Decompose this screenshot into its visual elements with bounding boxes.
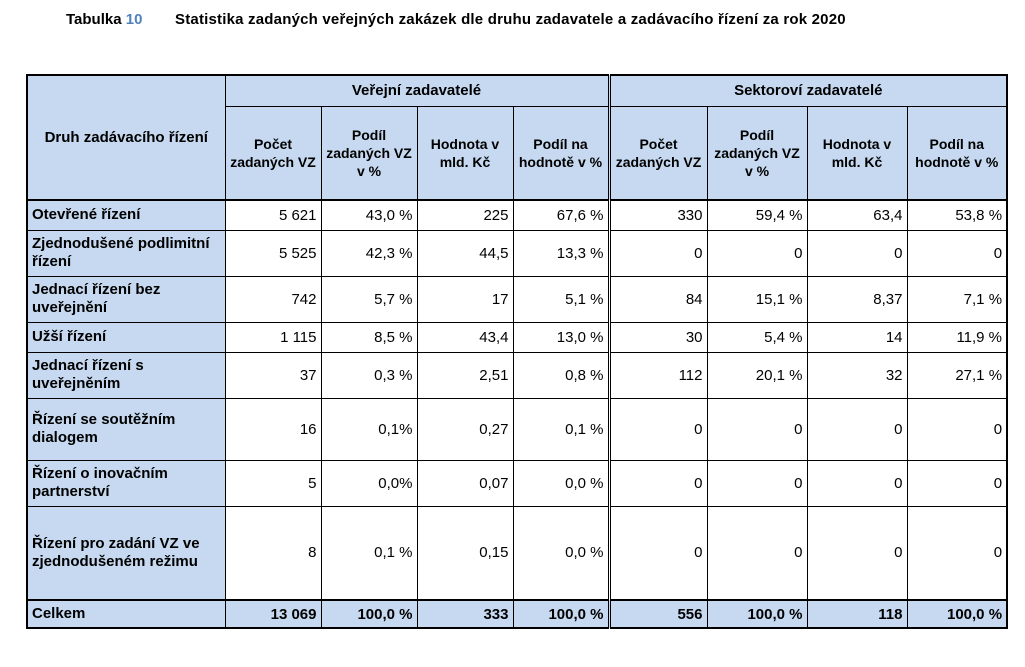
table-cell: 100,0 % xyxy=(907,600,1007,628)
table-body xyxy=(27,200,1007,628)
table-cell: 0 xyxy=(609,460,707,506)
table-cell: 556 xyxy=(609,600,707,628)
row-label: Jednací řízení s uveřejněním xyxy=(27,352,225,398)
table-cell: 0,27 xyxy=(417,398,513,460)
table-cell: 0 xyxy=(907,506,1007,600)
table-cell: 0 xyxy=(707,230,807,276)
caption-number: 10 xyxy=(125,11,143,28)
column-header-sector: Počet zadaných VZ xyxy=(609,107,707,201)
table-row xyxy=(27,276,1007,322)
column-header-sector: Hodnota v mld. Kč xyxy=(807,107,907,201)
table-cell: 63,4 xyxy=(807,200,907,230)
table-cell: 0,1 % xyxy=(321,506,417,600)
column-header-public: Hodnota v mld. Kč xyxy=(417,107,513,201)
table-cell: 5,7 % xyxy=(321,276,417,322)
table-cell: 0,1% xyxy=(321,398,417,460)
table-cell: 0 xyxy=(907,230,1007,276)
table-cell: 43,4 xyxy=(417,322,513,352)
table-caption xyxy=(66,10,1006,30)
table-cell: 0 xyxy=(707,506,807,600)
row-label: Řízení o inovačním partnerství xyxy=(27,460,225,506)
table-cell: 112 xyxy=(609,352,707,398)
table-cell: 8 xyxy=(225,506,321,600)
table-cell: 17 xyxy=(417,276,513,322)
table-cell: 0 xyxy=(609,398,707,460)
table-cell: 0,0 % xyxy=(513,460,609,506)
row-label: Celkem xyxy=(27,600,225,628)
table-cell: 742 xyxy=(225,276,321,322)
table-cell: 44,5 xyxy=(417,230,513,276)
table-cell: 59,4 % xyxy=(707,200,807,230)
table-cell: 13,3 % xyxy=(513,230,609,276)
table-cell: 333 xyxy=(417,600,513,628)
table-row xyxy=(27,322,1007,352)
table-cell: 5,1 % xyxy=(513,276,609,322)
table-cell: 37 xyxy=(225,352,321,398)
table-cell: 100,0 % xyxy=(513,600,609,628)
table-cell: 0 xyxy=(807,230,907,276)
table-cell: 0 xyxy=(609,506,707,600)
table-cell: 118 xyxy=(807,600,907,628)
table-cell: 8,5 % xyxy=(321,322,417,352)
table-cell: 0 xyxy=(907,398,1007,460)
table-cell: 0 xyxy=(807,460,907,506)
table-cell: 0,1 % xyxy=(513,398,609,460)
table-cell: 20,1 % xyxy=(707,352,807,398)
table-cell: 225 xyxy=(417,200,513,230)
table-cell: 0 xyxy=(707,398,807,460)
table-cell: 14 xyxy=(807,322,907,352)
table-cell: 0,3 % xyxy=(321,352,417,398)
table-cell: 53,8 % xyxy=(907,200,1007,230)
column-header-sector: Podíl zadaných VZ v % xyxy=(707,107,807,201)
table-cell: 13 069 xyxy=(225,600,321,628)
table-cell: 15,1 % xyxy=(707,276,807,322)
table-cell: 42,3 % xyxy=(321,230,417,276)
table-cell: 0,0 % xyxy=(513,506,609,600)
table-cell: 5 525 xyxy=(225,230,321,276)
table-cell: 0 xyxy=(907,460,1007,506)
table-row xyxy=(27,506,1007,600)
table-row xyxy=(27,200,1007,230)
column-header-public: Podíl na hodnotě v % xyxy=(513,107,609,201)
table-cell: 100,0 % xyxy=(707,600,807,628)
table-cell: 0,07 xyxy=(417,460,513,506)
table-row xyxy=(27,398,1007,460)
group-header-public: Veřejní zadavatelé xyxy=(225,75,609,107)
caption-label xyxy=(66,10,175,30)
table-cell: 0,0% xyxy=(321,460,417,506)
table-row xyxy=(27,230,1007,276)
table-cell: 5 621 xyxy=(225,200,321,230)
table-cell: 30 xyxy=(609,322,707,352)
table-cell: 8,37 xyxy=(807,276,907,322)
row-label: Užší řízení xyxy=(27,322,225,352)
statistics-table xyxy=(26,74,1008,629)
table-cell: 0 xyxy=(609,230,707,276)
table-cell: 32 xyxy=(807,352,907,398)
row-label: Jednací řízení bez uveřejnění xyxy=(27,276,225,322)
column-header-public: Počet zadaných VZ xyxy=(225,107,321,201)
table-cell: 100,0 % xyxy=(321,600,417,628)
table-cell: 11,9 % xyxy=(907,322,1007,352)
table-cell: 13,0 % xyxy=(513,322,609,352)
row-label: Zjednodušené podlimitní řízení xyxy=(27,230,225,276)
row-label: Řízení pro zadání VZ ve zjednodušeném režimu xyxy=(27,506,225,600)
caption-prefix: Tabulka xyxy=(66,11,122,28)
row-label: Otevřené řízení xyxy=(27,200,225,230)
table-cell: 84 xyxy=(609,276,707,322)
table-cell: 16 xyxy=(225,398,321,460)
group-header-sector: Sektoroví zadavatelé xyxy=(609,75,1007,107)
table-cell: 1 115 xyxy=(225,322,321,352)
table-cell: 330 xyxy=(609,200,707,230)
column-header-public: Podíl zadaných VZ v % xyxy=(321,107,417,201)
table-cell: 5 xyxy=(225,460,321,506)
table-cell: 43,0 % xyxy=(321,200,417,230)
table-cell: 0 xyxy=(807,506,907,600)
table-cell: 0 xyxy=(807,398,907,460)
row-label: Řízení se soutěžním dialogem xyxy=(27,398,225,460)
table-cell: 0,8 % xyxy=(513,352,609,398)
total-row xyxy=(27,600,1007,628)
table-cell: 27,1 % xyxy=(907,352,1007,398)
table-cell: 5,4 % xyxy=(707,322,807,352)
table-cell: 2,51 xyxy=(417,352,513,398)
table-cell: 7,1 % xyxy=(907,276,1007,322)
row-header: Druh zadávacího řízení xyxy=(27,75,225,200)
column-header-sector: Podíl na hodnotě v % xyxy=(907,107,1007,201)
table-cell: 67,6 % xyxy=(513,200,609,230)
table-cell: 0 xyxy=(707,460,807,506)
table-row xyxy=(27,352,1007,398)
table-row xyxy=(27,460,1007,506)
caption-text: Statistika zadaných veřejných zakázek dle druhu zadavatele a zadávacího řízení za rok 2020 xyxy=(175,11,846,28)
table-cell: 0,15 xyxy=(417,506,513,600)
